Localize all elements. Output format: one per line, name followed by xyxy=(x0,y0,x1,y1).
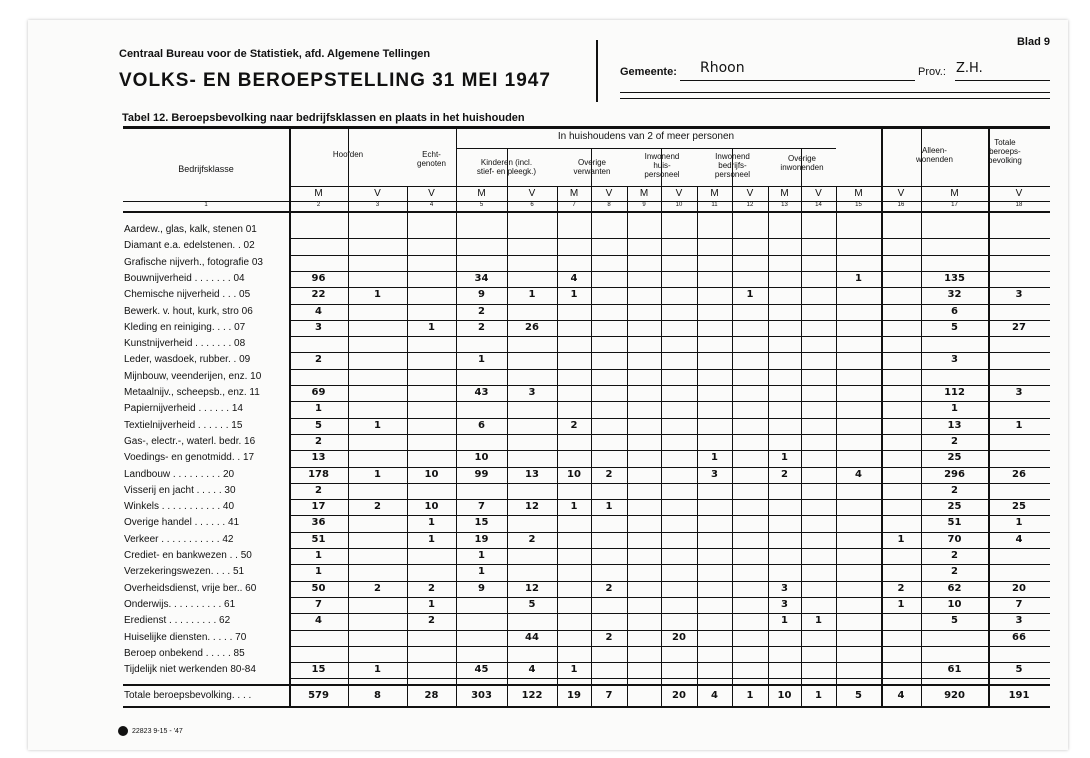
column-group-header: Echt- genoten xyxy=(417,150,446,168)
table-cell: 9 xyxy=(478,582,485,594)
sex-header: V xyxy=(815,188,822,199)
row-rule xyxy=(289,581,1050,582)
bureau-name: Centraal Bureau voor de Statistiek, afd. Algemene Tellingen xyxy=(119,48,431,60)
row-rule xyxy=(289,646,1050,647)
table-cell: 20 xyxy=(1012,582,1026,594)
table-cell: 44 xyxy=(525,631,539,643)
table-cell: 3 xyxy=(711,468,718,480)
bedrijfsklasse-label: Chemische nijverheid . . . 05 xyxy=(124,289,251,301)
row-rule xyxy=(289,499,1050,500)
table-cell: 50 xyxy=(311,582,326,594)
table-cell: 1 xyxy=(951,403,958,415)
table-cell: 51 xyxy=(311,533,326,545)
table-cell: 13 xyxy=(311,452,326,464)
printer-logo-icon xyxy=(118,726,128,736)
table-cell: 1 xyxy=(815,615,822,627)
total-cell: 20 xyxy=(672,690,686,702)
bedrijfsklasse-label: Visserij en jacht . . . . . 30 xyxy=(124,484,236,496)
table-cell: 3 xyxy=(951,354,958,366)
row-rule xyxy=(289,304,1050,305)
table-cell: 43 xyxy=(474,387,489,398)
row-rule xyxy=(289,467,1050,468)
bedrijfsklasse-label: Eredienst . . . . . . . . . 62 xyxy=(124,615,231,627)
column-number: 3 xyxy=(375,202,380,208)
header-rule-2 xyxy=(620,98,1050,99)
table-column-rule xyxy=(661,148,662,706)
column-number: 11 xyxy=(711,202,718,208)
table-top-rule xyxy=(123,126,1050,129)
table-cell: 2 xyxy=(897,582,905,594)
total-cell: 4 xyxy=(897,690,905,702)
table-cell: 12 xyxy=(525,501,539,513)
table-column-rule xyxy=(591,148,592,706)
column-group-header: Hoofden xyxy=(332,150,364,159)
table-cell: 36 xyxy=(311,517,326,529)
prov-value: Z.H. xyxy=(956,61,983,76)
table-cell: 2 xyxy=(374,501,381,513)
row-rule xyxy=(289,613,1050,614)
table-cell: 1 xyxy=(478,550,485,561)
table-cell: 1 xyxy=(428,598,435,610)
table-cell: 2 xyxy=(570,419,578,431)
table-cell: 7 xyxy=(478,501,485,513)
row-rule xyxy=(289,548,1050,549)
row-rule xyxy=(289,515,1050,516)
table-cell: 70 xyxy=(947,533,962,545)
column-number: 7 xyxy=(572,202,576,208)
table-cell: 2 xyxy=(478,321,485,333)
table-cell: 20 xyxy=(672,631,686,643)
table-cell: 1 xyxy=(897,598,905,610)
table-cell: 1 xyxy=(428,517,435,529)
table-cell: 2 xyxy=(951,484,958,496)
table-cell: 2 xyxy=(315,484,322,496)
table-cell: 2 xyxy=(605,582,613,594)
table-cell: 2 xyxy=(374,582,381,594)
table-cell: 4 xyxy=(1015,533,1023,545)
table-cell: 1 xyxy=(478,566,485,578)
table-cell: 3 xyxy=(781,582,788,594)
sex-header: M xyxy=(854,188,863,199)
table-cell: 2 xyxy=(605,631,613,643)
table-cell: 1 xyxy=(315,566,322,578)
total-cell: 191 xyxy=(1008,690,1030,702)
table-cell: 1 xyxy=(428,533,435,545)
table-cell: 3 xyxy=(1015,289,1023,301)
sex-header: V xyxy=(746,188,754,199)
sex-header: M xyxy=(477,188,486,199)
total-label: Totale beroepsbevolking. . . . xyxy=(124,690,252,702)
table-cell: 2 xyxy=(781,468,788,480)
table-cell: 25 xyxy=(947,501,962,513)
table-cell: 99 xyxy=(474,468,489,480)
table-cell: 3 xyxy=(1015,615,1023,627)
table-cell: 2 xyxy=(528,533,536,545)
table-cell: 25 xyxy=(947,452,962,464)
bedrijfsklasse-header: Bedrijfsklasse xyxy=(178,164,234,174)
bedrijfsklasse-label: Crediet- en bankwezen . . 50 xyxy=(124,550,252,561)
column-number: 16 xyxy=(897,202,905,208)
row-rule xyxy=(289,434,1050,435)
column-group-header: Totale beroeps- bevolking xyxy=(988,138,1022,165)
table-cell: 66 xyxy=(1012,631,1026,643)
row-rule xyxy=(289,564,1050,565)
table-cell: 3 xyxy=(315,321,322,333)
table-cell: 27 xyxy=(1012,321,1026,333)
table-cell: 1 xyxy=(374,289,381,301)
sex-header: V xyxy=(897,188,905,199)
table-cell: 7 xyxy=(315,598,322,610)
prov-underline xyxy=(955,80,1050,81)
table-cell: 69 xyxy=(311,387,326,398)
bedrijfsklasse-label: Bouwnijverheid . . . . . . . 04 xyxy=(124,272,245,284)
table-cell: 135 xyxy=(944,272,965,284)
bedrijfsklasse-label: Metaalnijv., scheepsb., enz. 11 xyxy=(124,387,260,398)
table-cell: 2 xyxy=(951,550,958,561)
table-cell: 4 xyxy=(570,272,578,284)
bedrijfsklasse-label: Kunstnijverheid . . . . . . . 08 xyxy=(124,338,246,350)
table-cell: 19 xyxy=(474,533,489,545)
row-rule xyxy=(289,483,1050,484)
sex-header: M xyxy=(710,188,719,199)
subheader-rule xyxy=(289,186,1050,187)
column-number: 5 xyxy=(479,202,484,208)
bedrijfsklasse-label: Verkeer . . . . . . . . . . . 42 xyxy=(124,533,234,545)
column-number: 4 xyxy=(429,202,434,208)
column-group-header: Alleen- wonenden xyxy=(916,146,953,164)
table-cell: 61 xyxy=(947,664,962,676)
total-cell: 122 xyxy=(521,690,543,702)
row-rule xyxy=(289,630,1050,631)
total-cell: 1 xyxy=(746,690,754,702)
gemeente-value: Rhoon xyxy=(700,60,745,76)
prov-label: Prov.: xyxy=(918,66,946,78)
row-rule xyxy=(289,287,1050,288)
row-rule xyxy=(289,255,1050,256)
table-cell: 6 xyxy=(951,305,958,317)
table-cell: 112 xyxy=(944,387,965,398)
table-cell: 12 xyxy=(525,582,539,594)
header-divider xyxy=(596,40,598,102)
table-cell: 2 xyxy=(951,435,958,447)
sex-header: V xyxy=(428,188,435,199)
row-rule xyxy=(289,352,1050,353)
bedrijfsklasse-label: Mijnbouw, veenderijen, enz. 10 xyxy=(124,370,262,382)
column-number: 18 xyxy=(1015,202,1023,208)
total-cell: 4 xyxy=(711,690,718,702)
bedrijfsklasse-label: Papiernijverheid . . . . . . 14 xyxy=(124,403,243,415)
table-column-rule xyxy=(768,186,769,706)
table-cell: 13 xyxy=(947,419,962,431)
table-cell: 1 xyxy=(570,501,578,513)
table-cell: 1 xyxy=(1015,419,1023,431)
table-cell: 1 xyxy=(570,664,578,676)
table-cell: 2 xyxy=(428,582,435,594)
row-rule xyxy=(289,271,1050,272)
row-rule xyxy=(289,401,1050,402)
bedrijfsklasse-label: Landbouw . . . . . . . . . 20 xyxy=(124,468,235,480)
bedrijfsklasse-label: Overige handel . . . . . . 41 xyxy=(124,517,240,529)
page-number: Blad 9 xyxy=(1016,36,1050,48)
row-rule xyxy=(289,320,1050,321)
group-header: In huishoudens van 2 of meer personen xyxy=(557,131,735,142)
sex-header: M xyxy=(569,188,579,199)
group-header-rule xyxy=(456,148,836,149)
row-rule xyxy=(289,662,1050,663)
bedrijfsklasse-label: Diamant e.a. edelstenen. . 02 xyxy=(124,240,255,252)
bedrijfsklasse-label: Aardew., glas, kalk, stenen 01 xyxy=(124,224,257,235)
column-number: 12 xyxy=(746,202,754,208)
table-column-rule xyxy=(557,186,558,706)
table-cell: 3 xyxy=(528,387,536,398)
total-cell: 303 xyxy=(471,690,492,702)
table-cell: 1 xyxy=(428,321,435,333)
table-cell: 2 xyxy=(478,305,485,317)
table-caption: Tabel 12. Beroepsbevolking naar bedrijfsklassen en plaats in het huishouden xyxy=(122,112,525,124)
table-cell: 10 xyxy=(567,468,581,480)
column-number: 6 xyxy=(530,202,534,208)
census-title: VOLKS- EN BEROEPSTELLING 31 MEI 1947 xyxy=(119,70,551,91)
table-cell: 5 xyxy=(951,615,958,627)
column-number: 2 xyxy=(316,202,321,208)
sex-header: M xyxy=(639,188,649,199)
table-cell: 2 xyxy=(428,615,435,627)
table-cell: 1 xyxy=(746,289,754,301)
table-cell: 32 xyxy=(947,289,962,301)
table-cell: 2 xyxy=(951,566,958,578)
column-number: 14 xyxy=(815,202,822,208)
sex-header: M xyxy=(780,188,789,199)
bedrijfsklasse-label: Onderwijs. . . . . . . . . . 61 xyxy=(124,598,236,610)
table-cell: 3 xyxy=(781,598,788,610)
table-cell: 1 xyxy=(528,289,536,301)
gemeente-underline xyxy=(680,80,915,81)
sex-header: M xyxy=(950,188,959,199)
table-cell: 296 xyxy=(944,468,965,480)
column-group-header: Kinderen (incl. stief- en pleegk.) xyxy=(476,158,537,176)
table-column-rule xyxy=(507,148,508,706)
bedrijfsklasse-label: Bewerk. v. hout, kurk, stro 06 xyxy=(124,305,253,317)
table-cell: 25 xyxy=(1012,501,1026,513)
table-cell: 17 xyxy=(311,501,326,513)
table-cell: 10 xyxy=(474,452,489,464)
table-cell: 1 xyxy=(315,403,322,415)
sex-header: V xyxy=(528,188,536,199)
bedrijfsklasse-label: Huiselijke diensten. . . . . 70 xyxy=(124,631,247,643)
table-cell: 1 xyxy=(374,468,381,480)
bedrijfsklasse-label: Gas-, electr.-, waterl. bedr. 16 xyxy=(124,435,256,447)
total-cell: 7 xyxy=(605,690,613,702)
row-rule xyxy=(289,385,1050,386)
table-cell: 5 xyxy=(528,598,536,610)
bedrijfsklasse-label: Textielnijverheid . . . . . . 15 xyxy=(124,419,243,431)
bedrijfsklasse-label: Beroep onbekend . . . . . 85 xyxy=(124,647,245,659)
table-cell: 4 xyxy=(315,615,322,627)
row-rule xyxy=(289,678,1050,679)
table-cell: 26 xyxy=(1012,468,1026,480)
total-bottom-rule xyxy=(123,706,1050,708)
table-cell: 5 xyxy=(1015,664,1023,676)
table-cell: 62 xyxy=(947,582,962,594)
table-cell: 1 xyxy=(478,354,485,366)
bedrijfsklasse-label: Winkels . . . . . . . . . . . 40 xyxy=(124,501,235,513)
total-cell: 19 xyxy=(567,690,581,702)
table-cell: 3 xyxy=(1015,387,1023,398)
sex-header: M xyxy=(314,188,323,199)
column-number: 15 xyxy=(855,202,862,208)
table-cell: 5 xyxy=(315,419,322,431)
table-cell: 10 xyxy=(424,468,439,480)
bedrijfsklasse-label: Leder, wasdoek, rubber. . 09 xyxy=(124,354,251,366)
total-cell: 1 xyxy=(815,690,822,702)
table-cell: 1 xyxy=(605,501,613,513)
bedrijfsklasse-label: Kleding en reiniging. . . . 07 xyxy=(124,321,246,333)
table-cell: 34 xyxy=(474,272,489,284)
column-group-header: Inwonend huis- personeel xyxy=(644,152,680,179)
table-cell: 7 xyxy=(1015,598,1023,610)
table-cell: 178 xyxy=(308,468,329,480)
table-cell: 1 xyxy=(781,615,788,627)
table-cell: 45 xyxy=(474,664,489,676)
table-cell: 2 xyxy=(315,435,322,447)
table-cell: 10 xyxy=(947,598,962,610)
total-cell: 920 xyxy=(944,690,965,702)
table-column-rule xyxy=(836,186,837,706)
table-column-rule xyxy=(407,186,408,706)
gemeente-label: Gemeente: xyxy=(620,66,677,78)
row-rule xyxy=(289,597,1050,598)
row-rule xyxy=(289,369,1050,370)
table-column-rule xyxy=(627,186,628,706)
table-cell: 22 xyxy=(311,289,326,301)
table-cell: 4 xyxy=(315,305,322,317)
bedrijfsklasse-label: Overheidsdienst, vrije ber.. 60 xyxy=(124,582,257,594)
table-column-rule xyxy=(697,186,698,706)
table-cell: 1 xyxy=(315,550,322,561)
column-group-header: Overige inwonenden xyxy=(780,154,824,172)
row-rule xyxy=(289,450,1050,451)
column-number: 10 xyxy=(675,202,683,208)
table-cell: 1 xyxy=(855,272,862,284)
column-number: 8 xyxy=(607,202,611,208)
column-group-header: Inwonend bedrijfs- personeel xyxy=(714,152,751,179)
total-cell: 8 xyxy=(374,690,381,702)
total-top-rule xyxy=(123,684,1050,686)
row-rule xyxy=(289,532,1050,533)
table-cell: 15 xyxy=(311,664,326,676)
sex-header: V xyxy=(675,188,683,199)
table-cell: 1 xyxy=(1015,517,1023,529)
table-cell: 5 xyxy=(951,321,958,333)
bedrijfsklasse-label: Voedings- en genotmidd. . 17 xyxy=(124,452,255,464)
table-cell: 10 xyxy=(424,501,439,513)
table-cell: 1 xyxy=(374,419,381,431)
header-rule-1 xyxy=(620,92,1050,93)
table-cell: 1 xyxy=(374,664,381,676)
total-cell: 5 xyxy=(855,690,862,702)
row-rule xyxy=(289,336,1050,337)
column-number: 9 xyxy=(642,202,646,208)
table-cell: 26 xyxy=(525,321,539,333)
sex-header: V xyxy=(605,188,613,199)
table-cell: 2 xyxy=(605,468,613,480)
table-cell: 13 xyxy=(525,468,539,480)
sex-header: V xyxy=(374,188,381,199)
total-cell: 28 xyxy=(424,690,439,702)
bedrijfsklasse-label: Tijdelijk niet werkenden 80-84 xyxy=(124,664,256,676)
sex-header: V xyxy=(1015,188,1023,199)
column-number: 17 xyxy=(951,202,958,208)
total-cell: 10 xyxy=(777,690,792,702)
table-cell: 96 xyxy=(311,272,326,284)
table-cell: 4 xyxy=(528,664,536,676)
total-cell: 579 xyxy=(308,690,329,702)
column-number: 1 xyxy=(204,202,208,208)
bedrijfsklasse-label: Grafische nijverh., fotografie 03 xyxy=(124,256,263,268)
table-cell: 1 xyxy=(711,452,718,464)
table-cell: 1 xyxy=(897,533,905,545)
bedrijfsklasse-label: Verzekeringswezen. . . . 51 xyxy=(124,566,245,578)
row-rule xyxy=(289,238,1050,239)
row-rule xyxy=(289,418,1050,419)
table-cell: 2 xyxy=(315,354,322,366)
table-cell: 1 xyxy=(570,289,578,301)
table-column-rule xyxy=(732,148,733,706)
column-number: 13 xyxy=(781,202,788,208)
table-cell: 9 xyxy=(478,289,485,301)
print-stamp: 22823 9-15 - '47 xyxy=(132,728,183,735)
table-cell: 6 xyxy=(478,419,485,431)
column-number-rule xyxy=(123,211,1050,213)
table-cell: 51 xyxy=(947,517,962,529)
table-cell: 4 xyxy=(855,468,862,480)
column-group-header: Overige verwanten xyxy=(573,158,611,176)
table-cell: 15 xyxy=(474,517,489,529)
table-cell: 1 xyxy=(781,452,788,464)
